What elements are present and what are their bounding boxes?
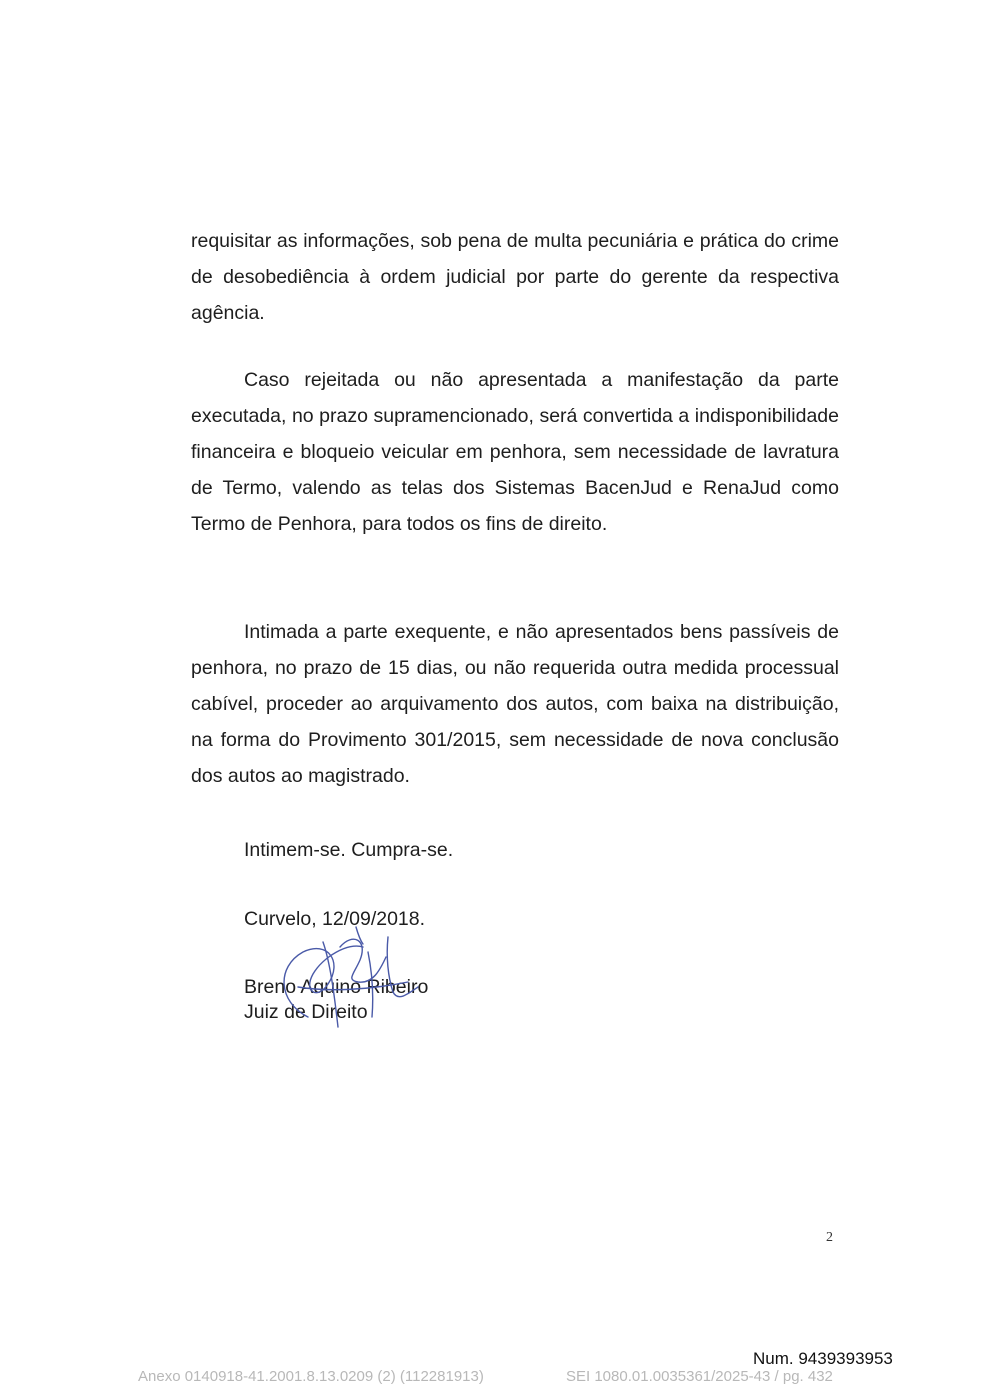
footer-annex-reference: Anexo 0140918-41.2001.8.13.0209 (2) (112281913) (138, 1368, 484, 1385)
paragraph-continuation: requisitar as informações, sob pena de multa pecuniária e prática do crime de desobediência à ordem judicial por parte do gerente da respectiva agência. (191, 230, 839, 324)
document-number: Num. 9439393953 (753, 1349, 893, 1368)
page-number: 2 (826, 1230, 833, 1245)
paragraph-archiving: Intimada a parte exequente, e não apresentados bens passíveis de penhora, no prazo de 15 dias, ou não requerida outra medida processual cabível, proceder ao arquivamento dos autos, com baixa na distribuição, na forma do Provimento 301/2015, sem necessidade de nova conclusão dos autos ao magistrado. (191, 621, 839, 787)
signer-title: Juiz de Direito (244, 1001, 368, 1023)
paragraph-conversion-penhora: Caso rejeitada ou não apresentada a manifestação da parte executada, no prazo supramencionado, será convertida a indisponibilidade financeira e bloqueio veicular em penhora, sem necessidade de lavratura de Termo, valendo as telas dos Sistemas BacenJud e RenaJud como Termo de Penhora, para todos os fins de direito. (191, 369, 839, 535)
footer-sei-reference: SEI 1080.01.0035361/2025-43 / pg. 432 (566, 1368, 833, 1385)
signer-name: Breno Aquino Ribeiro (244, 976, 429, 998)
handwritten-signature (268, 922, 438, 1037)
closing-statement: Intimem-se. Cumpra-se. (244, 839, 454, 861)
place-and-date: Curvelo, 12/09/2018. (244, 908, 426, 930)
